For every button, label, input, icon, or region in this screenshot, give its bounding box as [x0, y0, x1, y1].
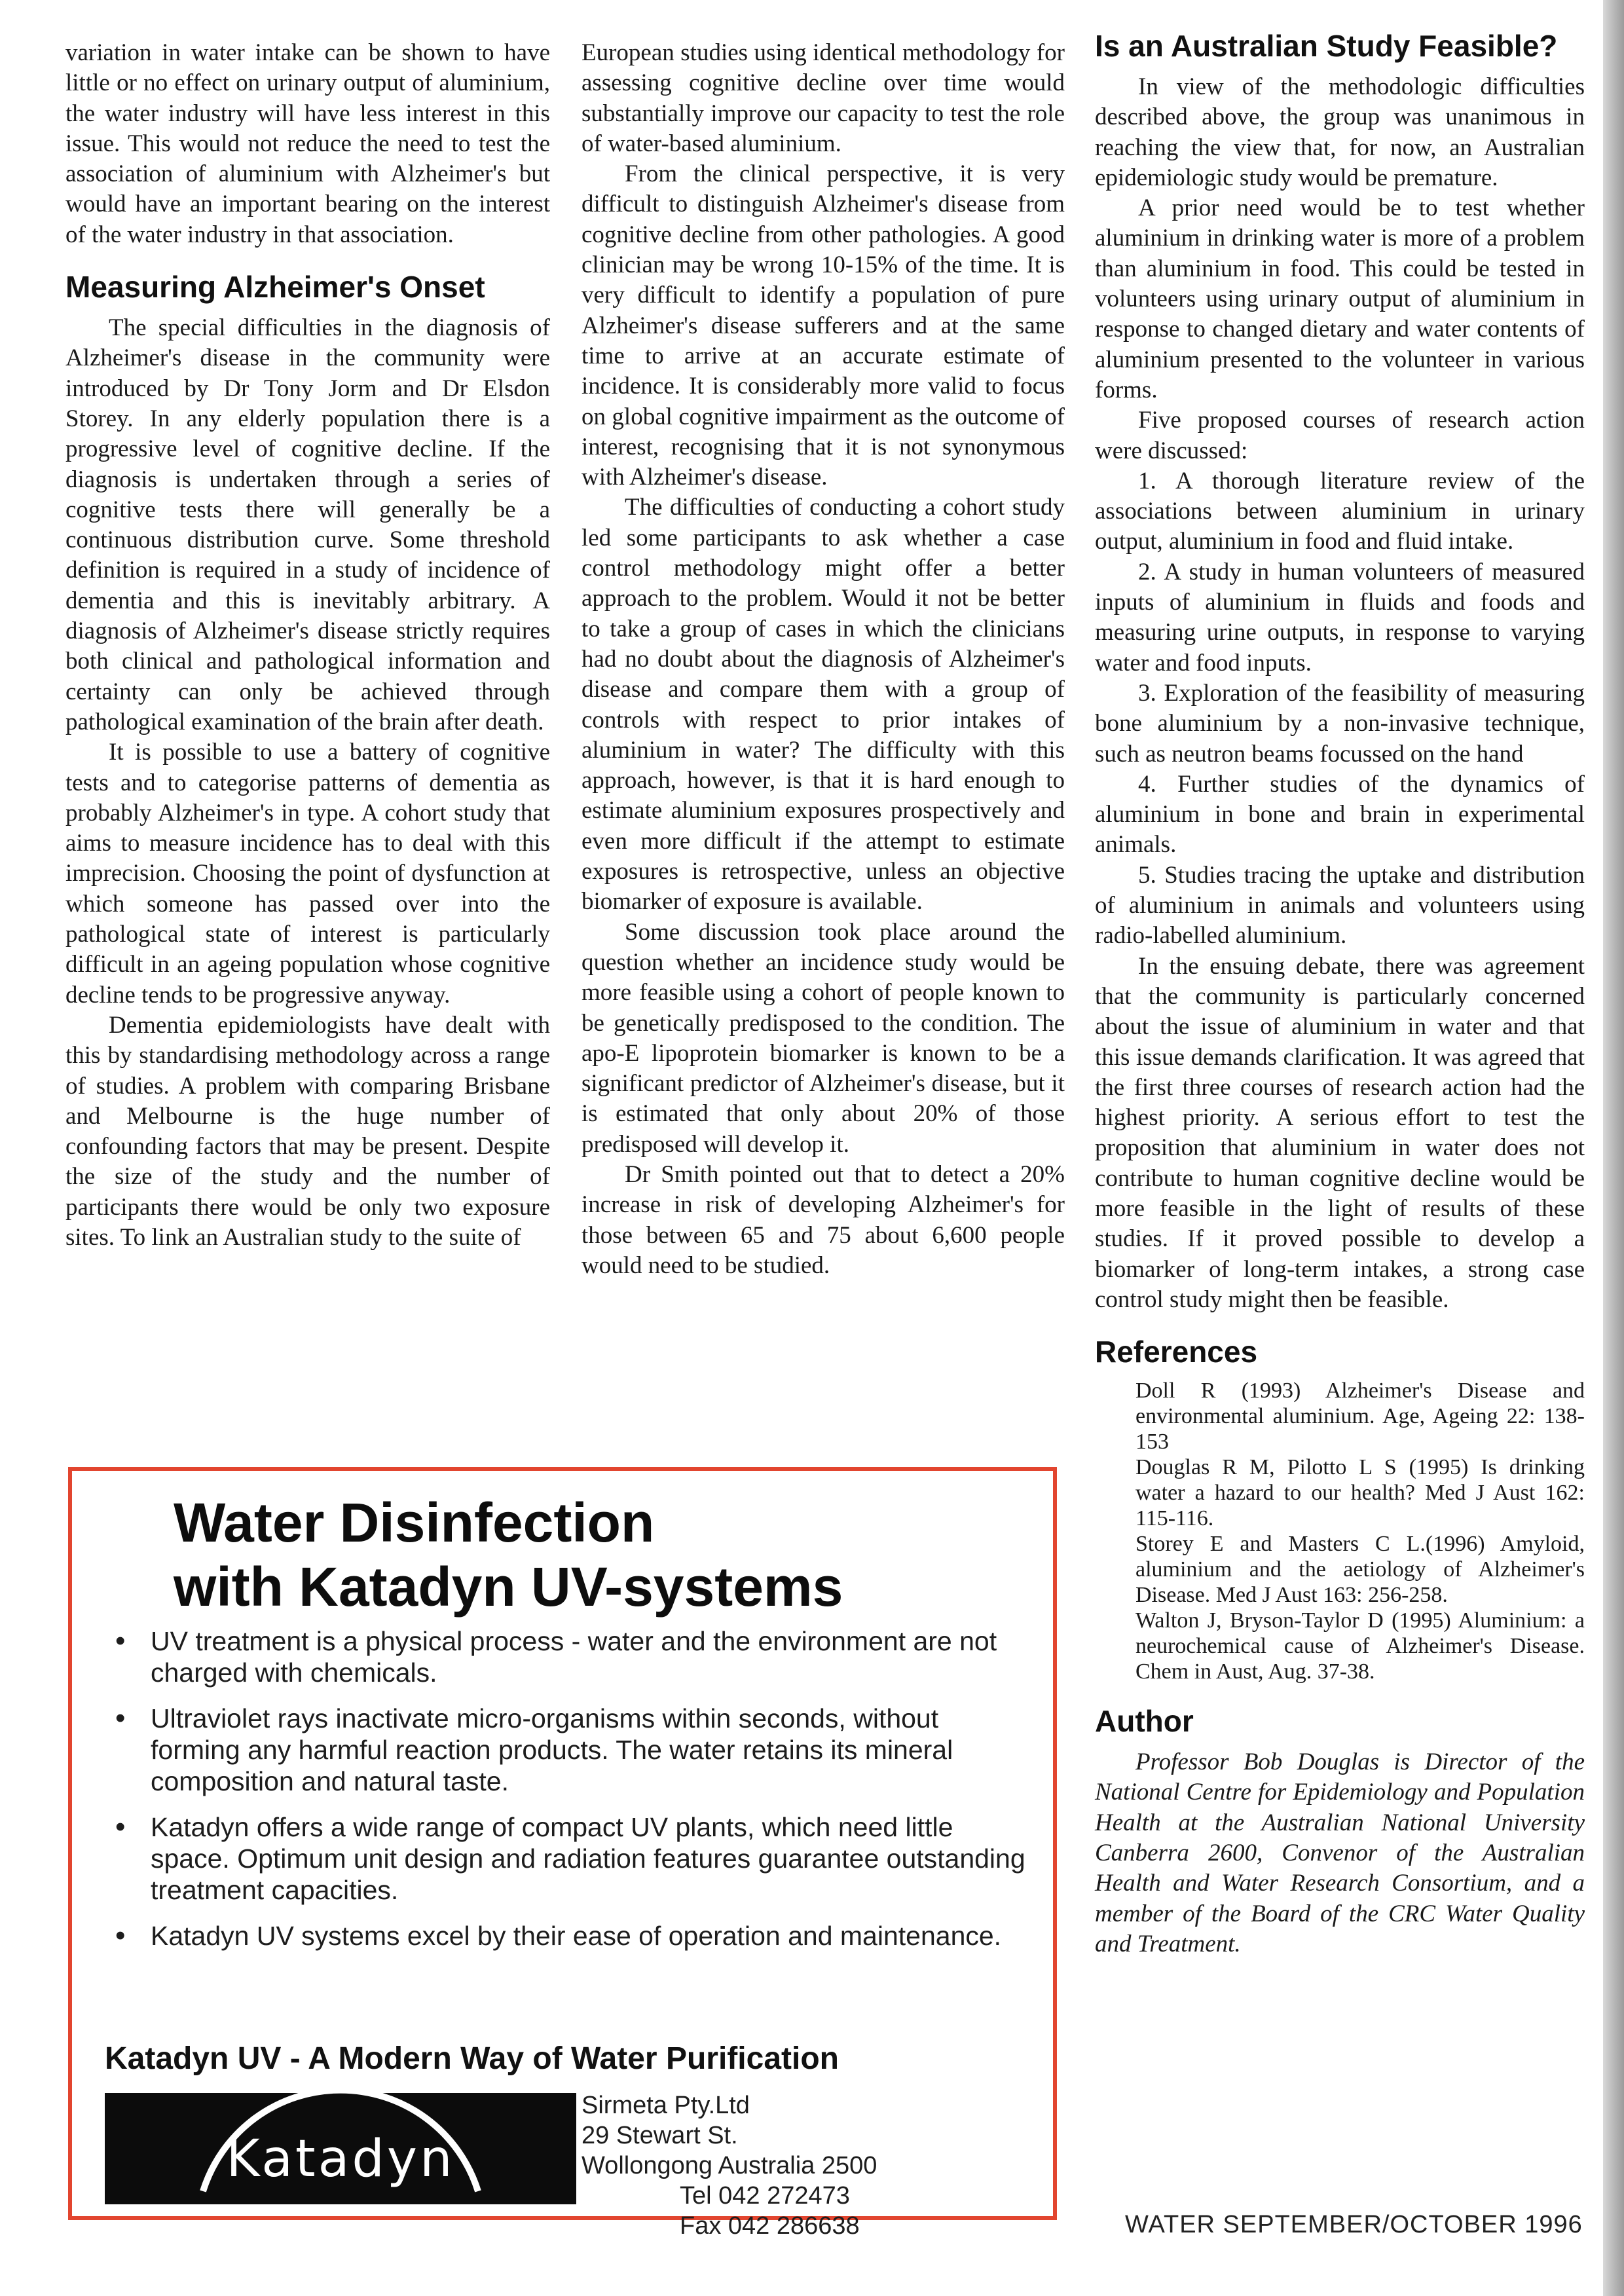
bullet-icon: •: [115, 1811, 126, 1843]
references-list: [1095, 1378, 1585, 1684]
ad-bullet-list: [105, 1625, 1035, 1966]
research-item-5: 5. Studies tracing the uptake and distribution of aluminium in animals and volunteers using radio-labelled aluminium.: [1095, 861, 1585, 950]
logo-text: Katadyn: [226, 2130, 455, 2189]
page-edge-shadow: [1603, 0, 1624, 2296]
references-heading: References: [1095, 1335, 1258, 1369]
paragraph: In view of the methodologic difficulties described above, the group was unanimous in reaching the view that, for now, an Australian epidemiologic study would be premature.: [1095, 73, 1585, 191]
ad-title: [174, 1491, 1025, 1619]
bullet-icon: •: [115, 1702, 126, 1734]
page-footer: WATER SEPTEMBER/OCTOBER 1996: [1125, 2211, 1583, 2238]
paragraph: The difficulties of conducting a cohort study led some participants to ask whether a case control methodology might offer a better approach to the problem. Would it not be better to take a group of cases in which the clinicians had no doubt about the diagnosis of Alzheimer's disease and compare them with a group of controls with respect to prior intakes of aluminium in water? The difficulty with this approach, however, is that it is hard enough to estimate aluminium exposures prospectively and even more difficult if the attempt to estimate exposures is retrospective, unless an objective biomarker of exposure is available.: [581, 494, 1065, 916]
reference-item: Doll R (1993) Alzheimer's Disease and environmental aluminium. Age, Ageing 22: 138-153: [1135, 1379, 1585, 1454]
paragraph: It is possible to use a battery of cognitive tests and to categorise patterns of dementia as probably Alzheimer's in type. A cohort study that aims to measure incidence has to deal with this imprecision. Choosing the point of dysfunction at which someone has passed over into the pathological state of interest is particularly difficult in an ageing population whose cognitive decline tends to be progressive anyway.: [65, 739, 550, 1009]
paragraph: The special difficulties in the diagnosis of Alzheimer's disease in the community were introduced by Dr Tony Jorm and Dr Elsdon Storey. In any elderly population there is a progressive level of cognitive decline. If the diagnosis is undertaken through a series of cognitive tests there will generally be a continuous distribution curve. Some threshold definition is required in a study of incidence of dementia and this is inevitably arbitrary. A diagnosis of Alzheimer's disease strictly requires both clinical and pathological information and certainty can only be achieved through pathological examination of the brain after death.: [65, 314, 550, 735]
ad-fax: Fax 042 286638: [680, 2212, 860, 2240]
ad-bullet-item: • Katadyn UV systems excel by their ease of operation and maintenance.: [115, 1919, 1002, 1952]
research-item-1: 1. A thorough literature review of the associations between aluminium in urinary output, aluminium in food and fluid intake.: [1095, 467, 1585, 555]
ad-bullet-item: • UV treatment is a physical process - water and the environment are not charged with chemicals.: [115, 1625, 997, 1688]
reference-item: Douglas R M, Pilotto L S (1995) Is drinking water a hazard to our health? Med J Aust 162: 115-116.: [1135, 1455, 1585, 1531]
research-item-2: 2. A study in human volunteers of measured inputs of aluminium in fluids and foods and measuring urine outputs, in response to varying water and food inputs.: [1095, 558, 1585, 676]
paragraph: A prior need would be to test whether aluminium in drinking water is more of a problem than aluminium in food. This could be tested in volunteers using urinary output of aluminium in response to changed dietary and water contents of aluminium presented to the volunteer in various forms.: [1095, 194, 1585, 403]
reference-item: Storey E and Masters C L.(1996) Amyloid, aluminium and the aetiology of Alzheimer's Disease. Med J Aust 163: 256-258.: [1135, 1532, 1585, 1608]
ad-telephone: Tel 042 272473: [680, 2182, 850, 2210]
paragraph: variation in water intake can be shown to have little or no effect on urinary output of aluminium, the water industry will have less interest in this issue. This would not reduce the need to test the association of aluminium with Alzheimer's but would have an important bearing on the interest of the water industry in that association.: [65, 39, 550, 248]
bullet-icon: •: [115, 1919, 126, 1952]
paragraph: From the clinical perspective, it is very difficult to distinguish Alzheimer's disease from cognitive decline from other pathologies. A good clinician may be wrong 10-15% of the time. It is very difficult to identify a population of pure Alzheimer's disease sufferers and at the same time to arrive at an accurate estimate of incidence. It is considerably more valid to focus on global cognitive impairment as the outcome of interest, recognising that it is not synonymous with Alzheimer's disease.: [581, 160, 1065, 491]
ad-title-line-1: Water Disinfection: [174, 1492, 655, 1553]
ad-bullet-item: • Katadyn offers a wide range of compact UV plants, which need little space. Optimum unit design and radiation features guarantee outstanding treatment capacities.: [115, 1811, 1025, 1905]
author-bio: [1095, 1747, 1585, 1959]
ad-address: Sirmeta Pty.Ltd 29 Stewart St. Wollongong Australia 2500 Tel 042 272473 Fax 042 286638: [581, 2092, 877, 2240]
section-heading-measuring-onset: Measuring Alzheimer's Onset: [65, 270, 485, 305]
paragraph: Dementia epidemiologists have dealt with this by standardising methodology across a range of studies. A problem with comparing Brisbane and Melbourne is the huge number of confounding factors that may be present. Despite the size of the study and the number of participants there would be only two exposure sites. To link an Australian study to the suite of: [65, 1011, 550, 1251]
paragraph: Five proposed courses of research action were discussed:: [1095, 407, 1585, 464]
section-heading-feasible: Is an Australian Study Feasible?: [1095, 29, 1558, 63]
column-3: [1095, 29, 1585, 1959]
bullet-icon: •: [115, 1625, 126, 1657]
paragraph: European studies using identical methodology for assessing cognitive decline over time would substantially improve our capacity to test the role of water-based aluminium.: [581, 39, 1065, 157]
paragraph: Dr Smith pointed out that to detect a 20% increase in risk of developing Alzheimer's for those between 65 and 75 about 6,600 people would need to be studied.: [581, 1160, 1065, 1279]
author-heading: Author: [1095, 1704, 1194, 1739]
column-2: [581, 38, 1065, 1281]
paragraph: In the ensuing debate, there was agreement that the community is particularly concerned about the issue of aluminium in water and that this issue demands clarification. It was agreed that the first three courses of research action had the highest priority. A serious effort to test the proposition that aluminium in water does not contribute to human cognitive decline would be more feasible in the light of results of these studies. If it proved possible to develop a biomarker of long-term intakes, a strong case control study might then be feasible.: [1095, 952, 1585, 1313]
research-item-4: 4. Further studies of the dynamics of aluminium in bone and brain in experimental animals.: [1095, 770, 1585, 859]
katadyn-advertisement: [68, 1467, 1057, 2240]
column-1: [65, 38, 550, 1253]
katadyn-logo: [105, 2093, 576, 2204]
research-item-3: 3. Exploration of the feasibility of measuring bone aluminium by a non-invasive technique, such as neutron beams focussed on the hand: [1095, 679, 1585, 768]
ad-title-line-2: with Katadyn UV-systems: [174, 1556, 843, 1618]
ad-slogan: Katadyn UV - A Modern Way of Water Purification: [105, 2041, 839, 2076]
paragraph: Some discussion took place around the question whether an incidence study would be more feasible using a cohort of people known to be genetically predisposed to the condition. The apo-E lipoprotein biomarker is known to be a significant predictor of Alzheimer's disease, but it is estimated that only about 20% of those predisposed will develop it.: [581, 918, 1065, 1158]
reference-item: Walton J, Bryson-Taylor D (1995) Aluminium: a neurochemical cause of Alzheimer's Disease. Chem in Aust, Aug. 37-38.: [1135, 1608, 1585, 1684]
author-text: Professor Bob Douglas is Director of the National Centre for Epidemiology and Population Health at the Australian National University Canberra 2600, Convenor of the Australian Health and Water Research Consortium, and a member of the Board of the CRC Water Quality and Treatment.: [1095, 1749, 1585, 1957]
ad-bullet-item: • Ultraviolet rays inactivate micro-organisms within seconds, without forming any harmful reaction products. The water retains its mineral composition and natural taste.: [115, 1702, 953, 1796]
